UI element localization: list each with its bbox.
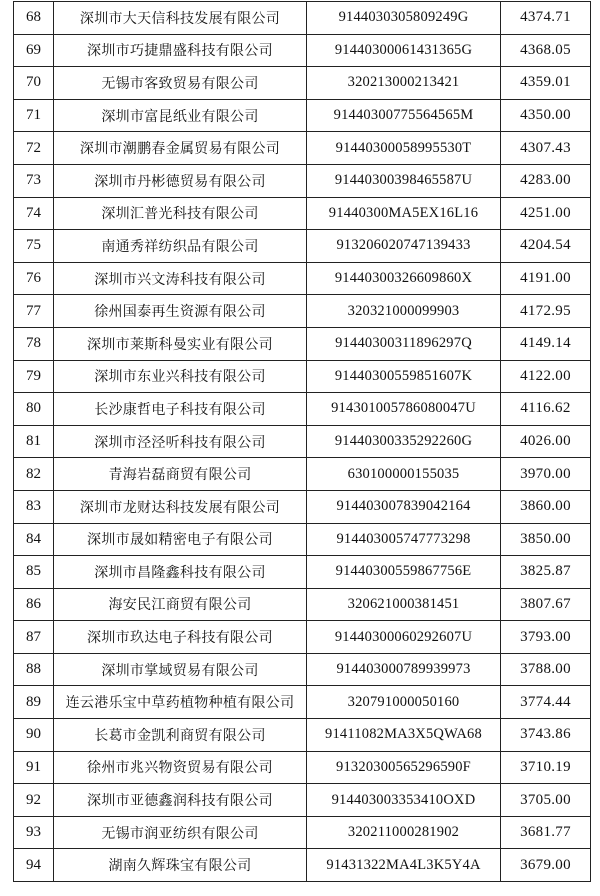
company-name: 深圳市潮鹏春金属贸易有限公司 (54, 132, 307, 165)
credit-code: 913206020747139433 (307, 230, 501, 263)
amount: 3681.77 (501, 816, 591, 849)
row-number: 81 (14, 425, 54, 458)
table-row (14, 490, 591, 523)
row-number: 75 (14, 230, 54, 263)
amount: 3793.00 (501, 621, 591, 654)
table-row (14, 849, 591, 882)
company-name: 长葛市金凯利商贸有限公司 (54, 719, 307, 752)
row-number: 78 (14, 327, 54, 360)
company-name: 深圳市昌隆鑫科技有限公司 (54, 556, 307, 589)
table-row (14, 327, 591, 360)
credit-code: 320213000213421 (307, 67, 501, 100)
row-number: 73 (14, 164, 54, 197)
credit-code: 91440300559867756E (307, 556, 501, 589)
row-number: 76 (14, 262, 54, 295)
row-number: 91 (14, 751, 54, 784)
row-number: 87 (14, 621, 54, 654)
row-number: 69 (14, 34, 54, 67)
credit-code: 320621000381451 (307, 588, 501, 621)
row-number: 90 (14, 719, 54, 752)
company-name: 深圳市富昆纸业有限公司 (54, 99, 307, 132)
table-row (14, 262, 591, 295)
table-row (14, 784, 591, 817)
amount: 4283.00 (501, 164, 591, 197)
amount: 4122.00 (501, 360, 591, 393)
company-name: 徐州国泰再生资源有限公司 (54, 295, 307, 328)
credit-code: 91440300060292607U (307, 621, 501, 654)
company-name: 青海岩磊商贸有限公司 (54, 458, 307, 491)
company-name: 深圳市莱斯科曼实业有限公司 (54, 327, 307, 360)
credit-code: 9144030305809249G (307, 2, 501, 35)
table-row (14, 523, 591, 556)
amount: 4350.00 (501, 99, 591, 132)
amount: 3860.00 (501, 490, 591, 523)
amount: 3705.00 (501, 784, 591, 817)
table-row (14, 816, 591, 849)
amount: 4191.00 (501, 262, 591, 295)
credit-code: 914403003353410OXD (307, 784, 501, 817)
company-name: 深圳市巧捷鼎盛科技有限公司 (54, 34, 307, 67)
amount: 3788.00 (501, 653, 591, 686)
table-row (14, 132, 591, 165)
company-name: 无锡市润亚纺织有限公司 (54, 816, 307, 849)
amount: 3743.86 (501, 719, 591, 752)
row-number: 74 (14, 197, 54, 230)
credit-code: 91440300061431365G (307, 34, 501, 67)
row-number: 84 (14, 523, 54, 556)
credit-code: 914403000789939973 (307, 653, 501, 686)
company-name: 深圳市亚德鑫润科技有限公司 (54, 784, 307, 817)
company-name: 连云港乐宝中草药植物种植有限公司 (54, 686, 307, 719)
row-number: 82 (14, 458, 54, 491)
amount: 4172.95 (501, 295, 591, 328)
company-name: 湖南久辉珠宝有限公司 (54, 849, 307, 882)
amount: 4026.00 (501, 425, 591, 458)
amount: 4149.14 (501, 327, 591, 360)
amount: 3825.87 (501, 556, 591, 589)
table-row (14, 164, 591, 197)
company-table-body (14, 2, 591, 882)
table-row (14, 99, 591, 132)
amount: 3710.19 (501, 751, 591, 784)
company-name: 深圳市龙财达科技发展有限公司 (54, 490, 307, 523)
amount: 4204.54 (501, 230, 591, 263)
table-row (14, 34, 591, 67)
amount: 4251.00 (501, 197, 591, 230)
row-number: 70 (14, 67, 54, 100)
amount: 4359.01 (501, 67, 591, 100)
row-number: 89 (14, 686, 54, 719)
amount: 3679.00 (501, 849, 591, 882)
credit-code: 320791000050160 (307, 686, 501, 719)
table-row (14, 360, 591, 393)
row-number: 68 (14, 2, 54, 35)
table-row (14, 425, 591, 458)
row-number: 94 (14, 849, 54, 882)
company-table-container (13, 1, 586, 882)
table-row (14, 458, 591, 491)
row-number: 88 (14, 653, 54, 686)
table-row (14, 751, 591, 784)
table-row (14, 197, 591, 230)
amount: 4307.43 (501, 132, 591, 165)
credit-code: 91440300335292260G (307, 425, 501, 458)
amount: 3970.00 (501, 458, 591, 491)
amount: 3850.00 (501, 523, 591, 556)
credit-code: 320321000099903 (307, 295, 501, 328)
credit-code: 91440300775564565M (307, 99, 501, 132)
company-name: 徐州市兆兴物资贸易有限公司 (54, 751, 307, 784)
credit-code: 91440300058995530T (307, 132, 501, 165)
credit-code: 91440300398465587U (307, 164, 501, 197)
credit-code: 320211000281902 (307, 816, 501, 849)
credit-code: 91431322MA4L3K5Y4A (307, 849, 501, 882)
row-number: 72 (14, 132, 54, 165)
company-name: 深圳市丹彬德贸易有限公司 (54, 164, 307, 197)
row-number: 93 (14, 816, 54, 849)
table-row (14, 295, 591, 328)
company-name: 海安民江商贸有限公司 (54, 588, 307, 621)
table-row (14, 67, 591, 100)
row-number: 85 (14, 556, 54, 589)
company-name: 深圳市泾泾听科技有限公司 (54, 425, 307, 458)
credit-code: 630100000155035 (307, 458, 501, 491)
row-number: 71 (14, 99, 54, 132)
table-row (14, 2, 591, 35)
company-name: 深圳市大天信科技发展有限公司 (54, 2, 307, 35)
credit-code: 91411082MA3X5QWA68 (307, 719, 501, 752)
row-number: 86 (14, 588, 54, 621)
table-row (14, 556, 591, 589)
amount: 4116.62 (501, 393, 591, 426)
table-row (14, 653, 591, 686)
row-number: 92 (14, 784, 54, 817)
table-row (14, 588, 591, 621)
credit-code: 91320300565296590F (307, 751, 501, 784)
amount: 4374.71 (501, 2, 591, 35)
company-name: 长沙康哲电子科技有限公司 (54, 393, 307, 426)
table-row (14, 230, 591, 263)
credit-code: 91440300559851607K (307, 360, 501, 393)
table-row (14, 719, 591, 752)
credit-code: 91440300311896297Q (307, 327, 501, 360)
credit-code: 91440300MA5EX16L16 (307, 197, 501, 230)
company-name: 无锡市客致贸易有限公司 (54, 67, 307, 100)
company-name: 深圳市掌域贸易有限公司 (54, 653, 307, 686)
table-row (14, 686, 591, 719)
credit-code: 914403007839042164 (307, 490, 501, 523)
credit-code: 914301005786080047U (307, 393, 501, 426)
row-number: 77 (14, 295, 54, 328)
table-row (14, 621, 591, 654)
amount: 3807.67 (501, 588, 591, 621)
company-name: 南通秀祥纺织品有限公司 (54, 230, 307, 263)
company-name: 深圳市兴文涛科技有限公司 (54, 262, 307, 295)
table-row (14, 393, 591, 426)
amount: 3774.44 (501, 686, 591, 719)
row-number: 83 (14, 490, 54, 523)
company-name: 深圳市东业兴科技有限公司 (54, 360, 307, 393)
row-number: 79 (14, 360, 54, 393)
company-name: 深圳汇普光科技有限公司 (54, 197, 307, 230)
credit-code: 91440300326609860X (307, 262, 501, 295)
company-name: 深圳市玖达电子科技有限公司 (54, 621, 307, 654)
credit-code: 914403005747773298 (307, 523, 501, 556)
company-table (13, 1, 591, 882)
amount: 4368.05 (501, 34, 591, 67)
company-name: 深圳市晟如精密电子有限公司 (54, 523, 307, 556)
row-number: 80 (14, 393, 54, 426)
